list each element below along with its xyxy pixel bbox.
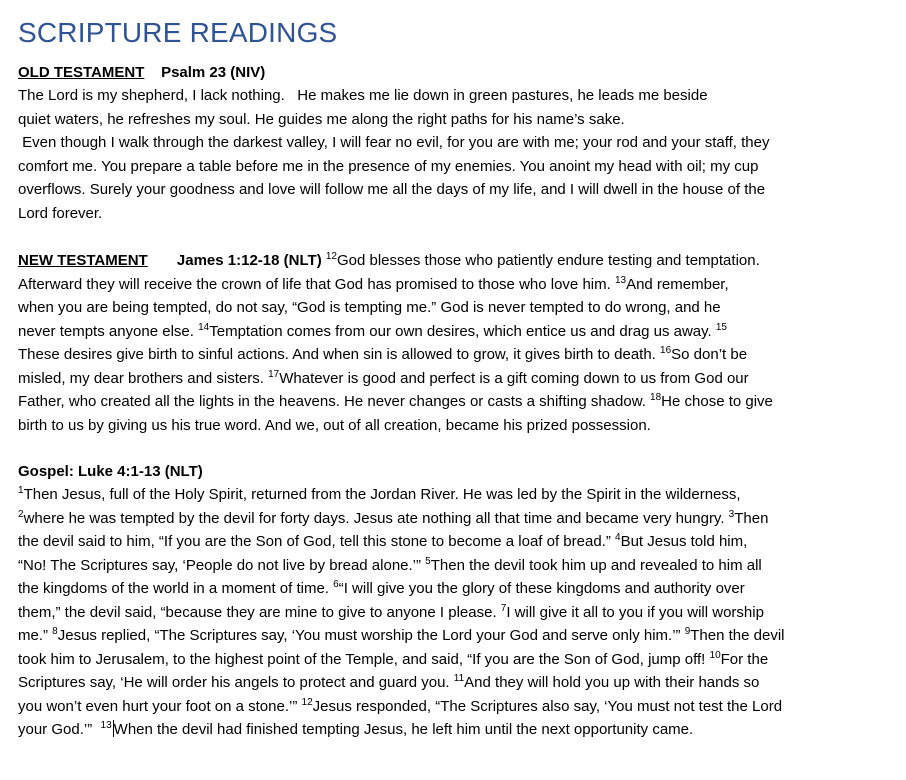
verse-text: He chose to give xyxy=(661,393,773,410)
text-line xyxy=(18,554,898,578)
old-testament-section xyxy=(18,62,898,225)
text-line xyxy=(18,320,898,344)
verse-text: “I will give you the glory of these kingdoms and authority over xyxy=(338,580,745,597)
verse-text: Temptation comes from our own desires, which entice us and drag us away. xyxy=(209,322,712,340)
verse-number: 7 xyxy=(500,602,507,614)
verse-text: where he was tempted by the devil for forty days. Jesus ate nothing all that time and became very hungry. xyxy=(23,509,725,527)
new-testament-text xyxy=(18,249,898,437)
text-line: birth to us by giving us his true word. And we, out of all creation, became his prized possession. xyxy=(18,416,651,434)
verse-text: Jesus replied, “The Scriptures say, ‘You must worship the Lord your God and serve only him.’” xyxy=(57,627,681,644)
text-line xyxy=(18,601,898,625)
old-testament-text xyxy=(18,84,898,225)
old-testament-label: OLD TESTAMENT xyxy=(18,64,145,81)
verse-text: These desires give birth to sinful actions. And when sin is allowed to grow, it gives birth to death. xyxy=(18,346,656,363)
verse-text: me.” xyxy=(18,627,48,644)
verse-number: 9 xyxy=(684,626,691,637)
verse-text: God blesses those who patiently endure testing and temptation. xyxy=(336,252,760,269)
verse-text: the devil said to him, “If you are the Son of God, tell this stone to become a loaf of bread.” xyxy=(18,533,611,550)
verse-text: Then the devil xyxy=(690,627,785,644)
gospel-heading: Gospel: Luke 4:1-13 (NLT) xyxy=(18,463,203,480)
verse-number: 17 xyxy=(268,368,280,380)
text-line: comfort me. You prepare a table before me in the presence of my enemies. You anoint my head with oil; my cup xyxy=(18,157,759,175)
text-line xyxy=(18,390,898,414)
text-line xyxy=(18,718,898,742)
verse-number: 16 xyxy=(660,345,672,356)
verse-text: “No! The Scriptures say, ‘People do not live by bread alone.’” xyxy=(18,556,421,574)
verse-text: Whatever is good and perfect is a gift coming down to us from God our xyxy=(279,369,749,387)
verse-number: 12 xyxy=(301,696,313,708)
verse-text: them,” the devil said, “because they are mine to give to anyone I please. xyxy=(18,603,497,621)
verse-number: 5 xyxy=(425,555,431,567)
verse-number: 4 xyxy=(615,532,621,543)
text-line xyxy=(18,507,898,531)
text-line: overflows. Surely your goodness and love will follow me all the days of my life, and I will dwell in the house of the xyxy=(18,181,766,198)
text-line: The Lord is my shepherd, I lack nothing. He makes me lie down in green pastures, he leads me beside xyxy=(18,87,708,104)
verse-text: For the xyxy=(720,650,769,668)
verse-number: 14 xyxy=(198,321,210,333)
verse-number: 1 xyxy=(18,485,24,496)
verse-text: So don’t be xyxy=(671,346,748,363)
verse-number: 3 xyxy=(728,508,735,520)
verse-number: 18 xyxy=(650,392,662,403)
verse-number: 12 xyxy=(325,251,337,262)
verse-text: But Jesus told him, xyxy=(620,533,748,550)
verse-text: I will give it all to you if you will worship xyxy=(506,603,764,621)
verse-number: 13 xyxy=(100,720,112,731)
verse-text: you won’t even hurt your foot on a stone.’” xyxy=(18,697,298,715)
verse-number: 10 xyxy=(709,649,721,661)
page-title: SCRIPTURE READINGS xyxy=(18,17,338,48)
gospel-text xyxy=(18,483,898,742)
text-line xyxy=(18,343,898,367)
verse-text: your God.’” xyxy=(18,721,93,738)
verse-text: Then the devil took him up and revealed to him all xyxy=(430,556,762,574)
verse-text: Afterward they will receive the crown of life that God has promised to those who love him. xyxy=(18,275,611,293)
verse-number: 6 xyxy=(333,579,339,590)
text-line xyxy=(18,624,898,648)
old-testament-reference: Psalm 23 (NIV) xyxy=(161,64,266,81)
verse-number: 8 xyxy=(52,626,58,637)
text-line: Even though I walk through the darkest valley, I will fear no evil, for you are with me; your rod and your staff, they xyxy=(18,134,770,151)
old-testament-heading xyxy=(18,62,898,84)
verse-text: Jesus responded, “The Scriptures also say, ‘You must not test the Lord xyxy=(312,697,783,715)
section-gap xyxy=(18,437,898,461)
verse-text: Father, who created all the lights in the heavens. He never changes or casts a shifting shadow. xyxy=(18,393,646,410)
text-line xyxy=(18,577,898,601)
verse-number: 15 xyxy=(715,321,727,333)
text-line xyxy=(18,695,898,719)
verse-text: the kingdoms of the world in a moment of time. xyxy=(18,580,329,597)
text-line xyxy=(18,671,898,695)
verse-text: never tempts anyone else. xyxy=(18,322,194,340)
text-line: when you are being tempted, do not say, “God is tempting me.” God is never tempted to do wrong, and he xyxy=(18,299,721,316)
text-line: Lord forever. xyxy=(18,204,103,222)
verse-number: 2 xyxy=(18,508,24,520)
verse-text: And they will hold you up with their hands so xyxy=(464,674,760,691)
verse-number: 11 xyxy=(453,673,465,684)
verse-number: 13 xyxy=(614,274,627,286)
section-gap xyxy=(18,225,898,249)
new-testament-label: NEW TESTAMENT xyxy=(18,252,148,269)
text-line: quiet waters, he refreshes my soul. He guides me along the right paths for his name’s sake. xyxy=(18,110,625,128)
verse-text: misled, my dear brothers and sisters. xyxy=(18,369,264,387)
text-line xyxy=(18,273,898,297)
verse-text: When the devil had finished tempting Jesus, he left him until the next opportunity came. xyxy=(113,721,694,738)
text-line xyxy=(18,648,898,672)
verse-text: took him to Jerusalem, to the highest point of the Temple, and said, “If you are the Son of God, jump off! xyxy=(18,650,706,668)
verse-text: Scriptures say, ‘He will order his angels to protect and guard you. xyxy=(18,674,450,691)
verse-text: Then xyxy=(734,509,769,527)
text-line xyxy=(18,367,898,391)
text-line xyxy=(18,483,898,507)
new-testament-reference: James 1:12-18 (NLT) xyxy=(176,252,322,269)
verse-text: Then Jesus, full of the Holy Spirit, returned from the Jordan River. He was led by the Spirit in the wilderness, xyxy=(23,486,741,503)
verse-text: And remember, xyxy=(626,275,729,293)
gospel-section xyxy=(18,461,898,742)
document-page xyxy=(18,14,898,742)
new-testament-section xyxy=(18,249,898,437)
text-line xyxy=(18,249,898,273)
text-line xyxy=(18,530,898,554)
